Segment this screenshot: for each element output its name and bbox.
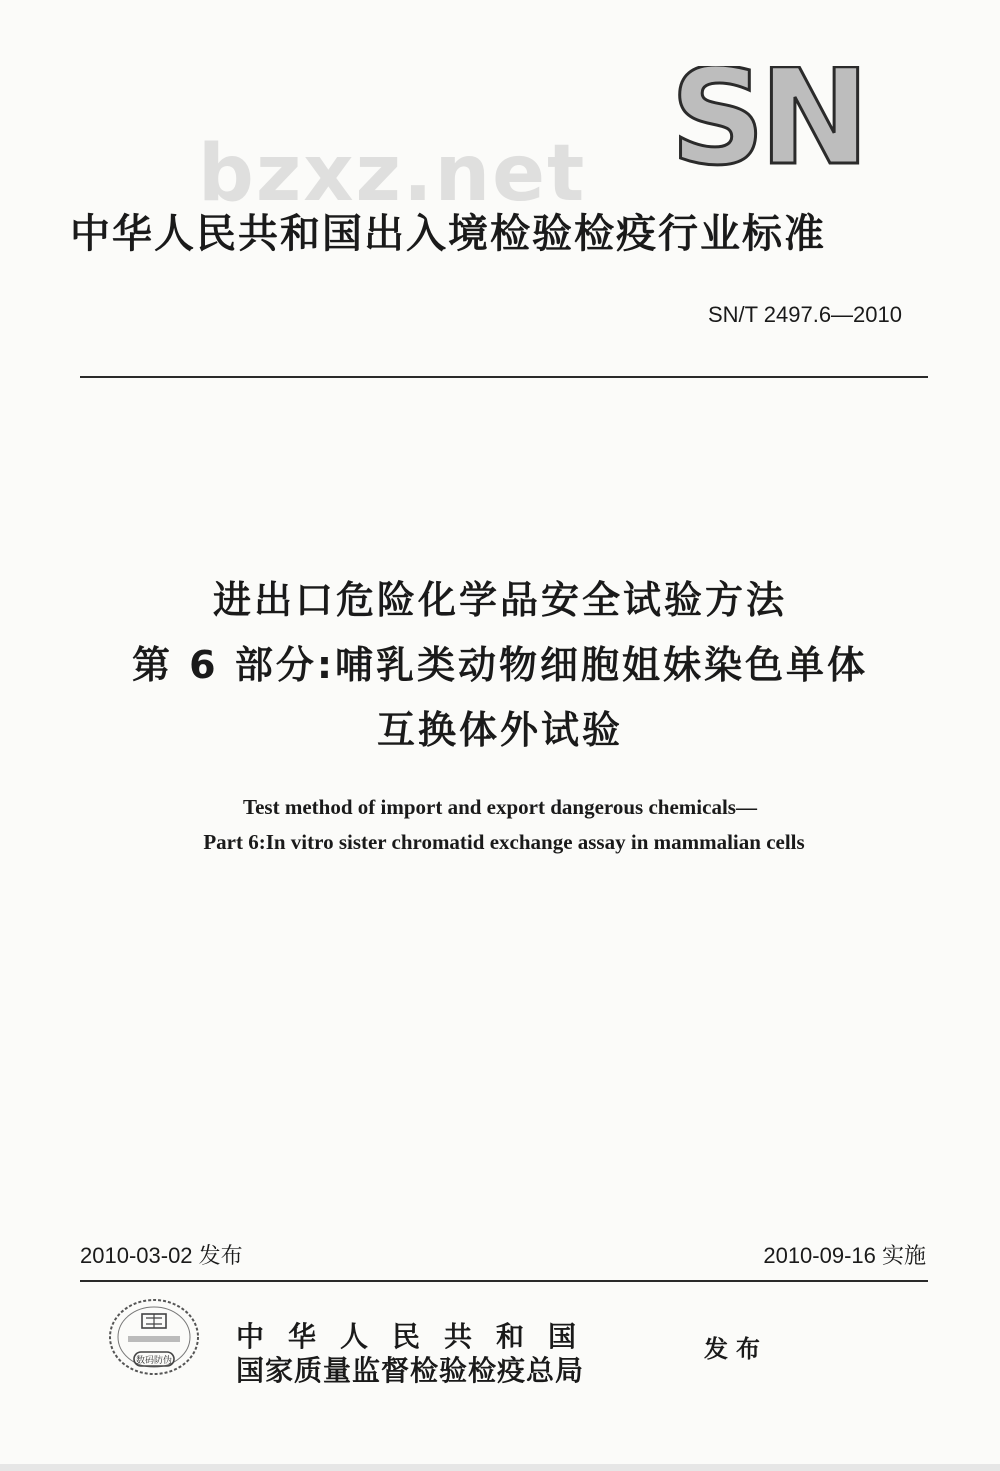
page-bottom-edge: [0, 1464, 1000, 1471]
standard-number: SN/T 2497.6—2010: [707, 302, 902, 327]
en-title-line-2: Part 6:In vitro sister chromatid exchange assay in mammalian cells: [203, 830, 805, 854]
sn-logo: SN: [670, 66, 864, 170]
cn-title-line-2: 第 6 部分:哺乳类动物细胞姐妹染色单体: [131, 643, 869, 687]
watermark: bzxz.net: [198, 129, 587, 219]
anti-counterfeit-seal-icon: [106, 1296, 202, 1378]
publish-label: 发布: [704, 1335, 768, 1363]
publisher-block: [236, 1320, 600, 1388]
seal-label: 数码防伪: [135, 1356, 173, 1366]
publisher-line-2: 国家质量监督检验检疫总局: [236, 1354, 585, 1387]
implementation-date: 2010-09-16 实施: [763, 1243, 926, 1268]
cn-title-line-1: 进出口危险化学品安全试验方法: [212, 578, 787, 622]
footer-divider: [80, 1280, 928, 1282]
issue-date: 2010-03-02 发布: [80, 1243, 243, 1268]
agency-title: 中华人民共和国出入境检验检疫行业标准: [70, 211, 826, 257]
publisher-line-1: 中华人民共和国: [236, 1320, 601, 1353]
cn-title-line-3: 互换体外试验: [376, 708, 623, 752]
header-divider: [80, 376, 928, 378]
en-title-line-1: Test method of import and export dangerous chemicals—: [243, 795, 757, 819]
